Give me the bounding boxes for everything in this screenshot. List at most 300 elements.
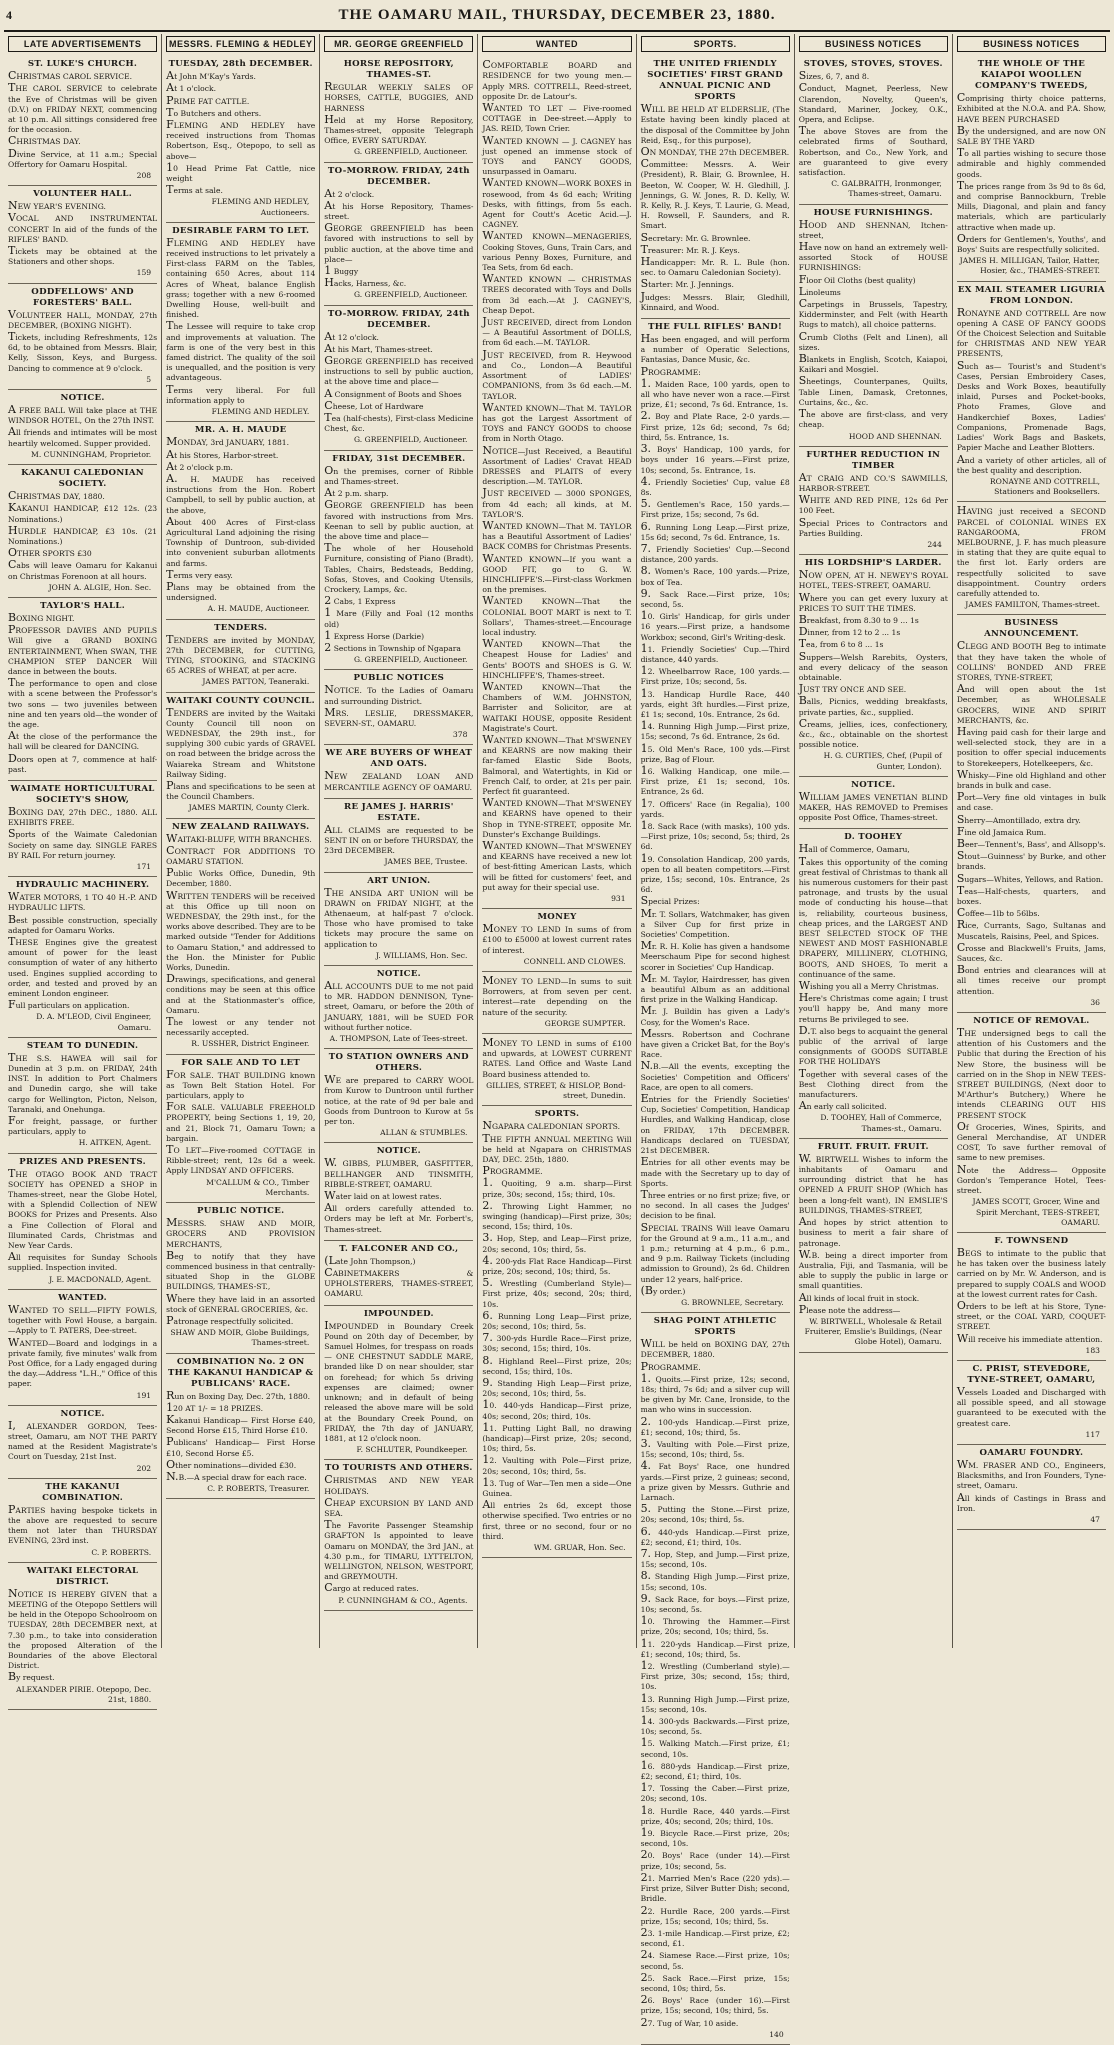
advertisement bbox=[324, 56, 473, 162]
ad-text: 10. Girls' Handicap, for girls under 16 years.—First prize, a handsome Workbox; second, Girl's Writing-desk. bbox=[640, 609, 790, 642]
column-3 bbox=[319, 34, 477, 1648]
ad-title: OAMARU FOUNDRY. bbox=[979, 1447, 1084, 1458]
ad-text: Here's Christmas come again; I trust you'll happy be, And many more returns Be privileged to see. bbox=[798, 991, 948, 1024]
advertisement bbox=[957, 282, 1106, 503]
ad-text: NEW ZEALAND LOAN AND MERCANTILE AGENCY OF OAMARU. bbox=[324, 769, 474, 792]
ad-text: 7. 300-yds Hurdle Race—First prize, 30s; second, 15s; third, 10s. bbox=[482, 1331, 632, 1354]
ad-title: WAITAKI ELECTORAL DISTRICT. bbox=[26, 1565, 139, 1587]
ad-text: Best possible construction, specially adapted for Oamaru Works. bbox=[8, 912, 158, 935]
ad-signature: FLEMING AND HEDLEY, Auctioneers. bbox=[211, 197, 310, 217]
ad-text: 6. Running Long Leap—First prize, 20s; second, 10s; third, 5s. bbox=[482, 1308, 632, 1331]
ad-text: At 2 o'clock. bbox=[324, 186, 375, 200]
advertisement bbox=[8, 284, 157, 390]
ad-text: All entries 2s 6d, except those otherwise specified. Two entries or no first, three or no second, four or no third. bbox=[482, 1498, 632, 1541]
ad-text: JUST RECEIVED, direct from London — A Beautiful Assortment of DOLLS, from 6d each.—M. TAYLOR. bbox=[482, 315, 632, 348]
ad-text: Judges: Messrs. Blair, Gledhill, Kinnaird, and Wood. bbox=[640, 289, 790, 312]
ad-text: Conduct, Magnet, Peerless, New Clarendon, Novelty, Queen's, Standard, Mariner, Jockey, O.K., Opera, and Eclipse. bbox=[798, 81, 948, 125]
ad-text: JUST RECEIVED, from R. Heywood and Co., London—A Beautiful Assortment of LADIES' COMPANIONS, from 3s 6d each.—M. TAYLOR. bbox=[482, 347, 632, 401]
ad-text: GEORGE GREENFIELD has been favored with instructions to sell by public auction, at the above time and place— bbox=[324, 221, 474, 264]
ad-text: ON MONDAY, THE 27th DECEMBER. bbox=[640, 145, 790, 159]
ad-text: Special Prices to Contractors and Parties Building. bbox=[798, 515, 948, 538]
ad-text: Have now on hand an extremely well-assorted Stock of HOUSE FURNISHINGS: bbox=[798, 240, 948, 273]
ad-text: 22. Hurdle Race, 200 yards.—First prize, 15s; second, 10s; third, 5s. bbox=[640, 1903, 790, 1926]
ad-signature: WM. GRUAR, Hon. Sec. bbox=[533, 1543, 626, 1553]
ad-text: On the premises, corner of Ribble and Thames-street. bbox=[324, 463, 474, 486]
ad-signature: C. GALBRAITH, Ironmonger, Thames-street, Oamaru. bbox=[831, 179, 942, 199]
advertisement bbox=[482, 909, 631, 972]
ad-signature: 36 bbox=[1090, 997, 1100, 1007]
ad-text: Please note the address— bbox=[798, 1302, 901, 1316]
advertisement bbox=[324, 1306, 473, 1461]
ad-text: OTHER SPORTS £30 bbox=[8, 546, 92, 560]
advertisement bbox=[482, 972, 631, 1034]
ad-text: Will receive his immediate attention. bbox=[956, 1331, 1103, 1345]
ad-text: MONEY TO LEND In sums of from £100 to £5000 at lowest current rates of interest. bbox=[482, 922, 632, 955]
ad-text: The lowest or any tender not necessarily accepted. bbox=[166, 1015, 316, 1038]
ad-text: 9. Sack Race.—First prize, 10s; second, 5s. bbox=[640, 586, 790, 609]
advertisement bbox=[324, 1049, 473, 1143]
ad-text: WANTED KNOWN—That the Chambers of W.M. JOHNSTON, Barrister and Solicitor, are at WAITAKI HOUSE, opposite Resident Magistrate's Court. bbox=[482, 679, 632, 733]
ad-text: Kakanui Handicap— First Horse £40, Second Horse £15, Third Horse £10. bbox=[166, 1412, 316, 1436]
advertisement bbox=[8, 1479, 157, 1563]
ad-signature: JAMES PATTON, Teaneraki. bbox=[202, 677, 310, 687]
ad-text: 11. Putting Light Ball, no drawing (handicap)—First prize, 20s; second, 10s; third, 5s. bbox=[482, 1420, 632, 1454]
ad-text: WANTED KNOWN—MENAGERIES, Cooking Stoves, Guns, Train Cars, and various Penny Boxes, Furniture, and Tea Sets, from 6d each. bbox=[482, 229, 632, 273]
ad-text: 2. 100-yds Handicap.—First prize, £1; second, 10s; third, 5s. bbox=[640, 1414, 790, 1437]
ad-title: RE JAMES J. HARRIS' ESTATE. bbox=[344, 801, 454, 823]
ad-text: 13. Running High Jump.—First prize, 15s; second, 10s. bbox=[640, 1691, 790, 1714]
ad-title: COMBINATION No. 2 ON THE KAKANUI HANDICAP & PUBLICANS' RACE. bbox=[167, 1356, 314, 1389]
advertisement bbox=[324, 799, 473, 873]
advertisement bbox=[8, 781, 157, 877]
ad-text: Terms very liberal. For full information apply to bbox=[166, 382, 316, 405]
ad-signature: G. GREENFIELD, Auctioneer. bbox=[354, 435, 468, 445]
ad-text: THE OTAGO BOOK AND TRACT SOCIETY has OPENED a SHOP in Thames-street, near the Globe Hotel, with a Splendid Collection of NEW BOOKS for Prizes and Presents. Also a Fine Collection of Floral and Illuminated Cards, Christmas and New Year Cards. bbox=[8, 1166, 158, 1251]
ad-text: W. BIRTWELL Wishes to inform the inhabitants of Oamaru and surrounding district that he has OPENED A FRUIT SHOP (Which has been a long-felt want), IN EMSLIE'S BUILDINGS, THAMES-STREET, bbox=[798, 1151, 948, 1215]
ad-text: Cheese, Lot of Hardware bbox=[324, 398, 424, 412]
ad-title: HOUSE FURNISHINGS. bbox=[813, 207, 933, 218]
ad-text: WILL be held on BOXING DAY, 27th DECEMBER, 1880. bbox=[640, 1337, 790, 1360]
advertisement bbox=[482, 56, 631, 909]
ad-signature: 117 bbox=[1085, 1429, 1100, 1439]
ad-text: At 2 o'clock p.m. bbox=[166, 459, 233, 473]
advertisement bbox=[799, 447, 948, 555]
column-heading: BUSINESS NOTICES bbox=[799, 36, 948, 52]
ad-text: Sugars—Whites, Yellows, and Ration. bbox=[956, 871, 1104, 885]
advertisement bbox=[166, 693, 315, 819]
ad-signature: CONNELL AND CLOWES. bbox=[523, 956, 626, 966]
advertisement bbox=[641, 56, 790, 319]
ad-text: 26. Boys' Race (under 16).—First prize, 15s; second, 10s; third, 5s. bbox=[640, 1993, 790, 2016]
ad-title: C. PRIST, STEVEDORE, TYNE-STREET, OAMARU, bbox=[967, 1363, 1096, 1385]
ad-title: T. FALCONER AND CO., bbox=[339, 1243, 459, 1254]
ad-text: PROGRAMME: bbox=[640, 364, 701, 378]
ad-text: SPECIAL TRAINS Will leave Oamaru for the Ground at 9 a.m., 11 a.m., and 1 p.m.; returning at 4 p.m., 6 p.m., and 9 p.m. Railway Tickets (including admission to Ground), 2s 6d. Children under 12 years, half-price. bbox=[640, 1220, 790, 1284]
ad-text: Run on Boxing Day, Dec. 27th, 1880. bbox=[166, 1388, 311, 1402]
ad-signature: GEORGE SUMPTER. bbox=[544, 1018, 626, 1028]
ad-text: Handicapper: Mr. R. L. Bule (hon. sec. to Oamaru Caledonian Society). bbox=[640, 255, 790, 278]
column-6 bbox=[794, 34, 952, 1648]
advertisement bbox=[8, 186, 157, 283]
ad-text: Tea, from 6 to 8 ... 1s bbox=[798, 637, 884, 651]
advertisement bbox=[957, 1445, 1106, 1530]
ad-text: (Late John Thompson,) bbox=[324, 1253, 416, 1267]
ad-signature: J. E. MACDONALD, Agent. bbox=[49, 1274, 152, 1284]
advertisement bbox=[799, 205, 948, 447]
ad-title: TAYLOR'S HALL. bbox=[40, 600, 125, 611]
ad-text: MRS. LESLIE, DRESSMAKER, SEVERN-ST., OAMARU. bbox=[324, 705, 474, 728]
ad-text: IMPOUNDED in Boundary Creek Pound on 20th day of December, by Samuel Holmes, for trespass on roads — ONE CHESTNUT SADDLE MARE, branded like D on near shoulder, star on forehead; for which 5s driving expenses are claimed; owner unknown; and in default of being released the above mare will be sold at the Boundary Creek Pound, on FRIDAY, the 7th day of JANUARY, 1881, at 12 o'clock noon. bbox=[324, 1318, 474, 1443]
ad-signature: D. TOOHEY, Hall of Commerce, Thames-st., Oamaru. bbox=[820, 1113, 942, 1133]
ad-text: Sports of the Waimate Caledonian Society on same day. SINGLE FARES BY RAIL For return journey. bbox=[8, 827, 158, 860]
ad-text: Drawings, specifications, and general conditions may be seen at this office and at the Stationmaster's office, Oamaru. bbox=[166, 972, 316, 1015]
ad-text: HAVING just received a SECOND PARCEL of COLONIAL WINES EX RANGAROOMA, FROM MELBOURNE, J. F. has much pleasure in stating that they are quite equal to the first lot. Early orders are respectfully solicited to save disappointment. Country orders carefully attended to. bbox=[956, 504, 1106, 598]
ad-text: 18. Sack Race (with masks), 100 yds.—First prize, 10s; second, 5s; third, 2s 6d. bbox=[640, 819, 790, 852]
ad-signature: JAMES FAMILTON, Thames-street. bbox=[965, 600, 1100, 610]
ad-text: Rice, Currants, Sago, Sultanas and Muscatels, Raisins, Peel, and Spices. bbox=[956, 918, 1106, 941]
column-7 bbox=[952, 34, 1110, 1648]
ad-text: Orders to be left at his Store, Tyne-street, or the COAL YARD, COQUET-STREET. bbox=[956, 1298, 1106, 1332]
ad-text: 8. Women's Race, 100 yards.—Prize, box of Tea. bbox=[640, 564, 790, 587]
ad-text: 10 Head Prime Fat Cattle, nice weight bbox=[166, 160, 316, 184]
ad-text: Blankets in English, Scotch, Kaiapoi, Kaikari and Mosgiel. bbox=[798, 352, 948, 375]
ad-title: HIS LORDSHIP'S LARDER. bbox=[804, 558, 942, 569]
ad-signature: C. P. ROBERTS. bbox=[91, 1547, 152, 1557]
ad-text: The prices range from 3s 9d to 8s 6d, and comprise Bannockburn, Treble Mills, Diagonal, and plain and fancy materials, which are particularly attractive when made up. bbox=[956, 178, 1106, 232]
ad-signature: 140 bbox=[769, 2029, 784, 2039]
ad-title: TENDERS. bbox=[214, 622, 268, 633]
ad-signature: ALLAN & STUMBLES. bbox=[380, 1128, 468, 1138]
ad-text: NGAPARA CALEDONIAN SPORTS. bbox=[482, 1119, 621, 1133]
ad-text: WILLIAM JAMES VENETIAN BLIND MAKER, HAS REMOVED to Premises opposite Post Office, Thames-street. bbox=[798, 789, 948, 823]
ad-signature: GILLIES, STREET, & HISLOP, Bond-street, Dunedin. bbox=[486, 1080, 626, 1101]
ad-signature: R. USSHER, District Engineer. bbox=[191, 1039, 310, 1049]
ad-text: 16. 880-yds Handicap.—First prize, £2; second, £1; third, 10s. bbox=[640, 1758, 790, 1782]
ad-text: 2. Throwing Light Hammer, no swinging (handicap)—First prize, 30s; second, 15s; third, 10s. bbox=[482, 1198, 632, 1232]
ad-text: The Favorite Passenger Steamship GRAFTON Is appointed to leave Oamaru on MONDAY, the 3rd JAN., at 4.30 p.m., for TIMARU, LYTTELTON, WELLINGTON, NELSON, WESTPORT, and GREYMOUTH. bbox=[324, 1518, 474, 1582]
ad-text: Tea (half-chests), First-class Medicine Chest, &c. bbox=[324, 411, 474, 434]
ad-text: WANTED KNOWN—If you want a GOOD FIT, go to G. W. HINCHLIFFE'S.—First-class Workmen on the premises. bbox=[482, 551, 632, 595]
ad-text: Bond entries and clearances will at all times receive our prompt attention. bbox=[956, 963, 1106, 996]
advertisement bbox=[799, 555, 948, 777]
ad-signature: F. SCHLUTER, Poundkeeper. bbox=[356, 1445, 468, 1455]
ad-text: THE CAROL SERVICE to celebrate the Eve of Christmas will be given (D.V.) on FRIDAY NEXT, commencing at 10 p.m. All sittings considered free for the occasion. bbox=[8, 81, 158, 135]
advertisement bbox=[482, 1034, 631, 1106]
ad-signature: JAMES BEE, Trustee. bbox=[384, 857, 468, 867]
ad-title: NOTICE. bbox=[60, 393, 105, 404]
ad-text: NOTICE IS HEREBY GIVEN that a MEETING of the Otepopo Settlers will be held in the Otepopo Schoolroom on TUESDAY, 28th DECEMBER next, at 7.30 p.m., to take into consideration the proposed Alteration of the Boundaries of the above Electoral District. bbox=[8, 1586, 158, 1671]
ad-text: 2 Cabs, 1 Express bbox=[324, 594, 396, 608]
ad-text: Vessels Loaded and Discharged with all possible speed, and all stowage guaranteed to be executed with the greatest care. bbox=[956, 1384, 1106, 1428]
ad-text: CHRISTMAS DAY, 1880. bbox=[8, 489, 105, 503]
ad-signature: 171 bbox=[136, 861, 152, 871]
ad-text: HURDLE HANDICAP, £3 10s. (21 Nominations.) bbox=[8, 523, 158, 546]
advertisement bbox=[641, 319, 790, 1313]
ad-text: 1. Maiden Race, 100 yards, open to all who have never won a race.—First prize, £1; second, 7s 6d. Entrance, 1s. bbox=[640, 376, 790, 410]
column-5 bbox=[636, 34, 794, 2039]
ad-text: NEW YEAR'S EVENING. bbox=[8, 199, 106, 213]
ad-text: 19. Bicycle Race.—First prize, 20s; second, 10s. bbox=[640, 1826, 790, 1849]
ad-text: WANTED KNOWN — CHRISTMAS TREES decorated with Toys and Dolls from 3d each.—At J. CAGNEY'S, Cheap Depot. bbox=[482, 272, 632, 315]
ad-text: Hall of Commerce, Oamaru, bbox=[798, 842, 910, 856]
ad-signature: A. THOMPSON, Late of Tees-street. bbox=[329, 1034, 468, 1044]
ad-signature: SHAW AND MOIR, Globe Buildings, Thames-street. bbox=[170, 1328, 310, 1348]
ad-text: 7. Hop, Step, and Jump.—First prize, 15s; second, 10s. bbox=[640, 1547, 790, 1570]
ad-text: Crosse and Blackwell's Fruits, Jams, Sauces, &c. bbox=[956, 940, 1106, 964]
ad-text: Suppers—Welsh Rarebits, Oysters, and every delicacy of the season obtainable. bbox=[798, 649, 948, 682]
ad-signature: 5 bbox=[146, 374, 152, 384]
ad-text: 120 AT 1/- = 18 PRIZES. bbox=[166, 1400, 263, 1414]
advertisement bbox=[8, 1038, 157, 1154]
ad-signature: 931 bbox=[611, 894, 626, 904]
ad-text: D.T. also begs to acquaint the general public of the arrival of large consignments of GOODS SUITABLE FOR THE HOLIDAYS bbox=[798, 1023, 948, 1067]
advertisement bbox=[324, 306, 473, 451]
advertisement bbox=[166, 56, 315, 223]
advertisement bbox=[8, 1563, 157, 1710]
ad-text: 5. Wrestling (Cumberland Style)—First prize, 40s; second, 20s; third, 10s. bbox=[482, 1276, 632, 1309]
ad-title: HORSE REPOSITORY, THAMES-ST. bbox=[343, 59, 454, 81]
ad-text: WANTED KNOWN—That M'SWENEY and KEARNS are now making their far-famed Elastic Side Boots, Balmoral, and Watertights, in Kid or French Calf, to order, at 21s per pair. Perfect fit guaranteed. bbox=[482, 733, 632, 797]
ad-text: FOR SALE. THAT BUILDING known as Town Belt Station Hotel. For particulars, apply to bbox=[166, 1067, 316, 1101]
ad-text: WANTED KNOWN—That M'SWENEY and KEARNS have received a new lot of best-fitting American Lasts, which will be fitted for customers' feet, and put away for their special use. bbox=[482, 839, 632, 892]
ad-text: Takes this opportunity of the coming great festival of Christmas to thank all his numerous customers for their past patronage, and trusts by the usual mode of conducting his house—that is, reliability, courteous business, cheap prices, and the LARGEST AND BEST SELECTED STOCK OF THE NEWEST AND MOST FASHIONABLE DRAPERY, MILLINERY, CLOTHING, BOOTS, AND SHOES, To merit a continuance of the same. bbox=[798, 854, 948, 979]
ad-title: WAITAKI COUNTY COUNCIL. bbox=[166, 695, 315, 706]
ad-text: Breakfast, from 8.30 to 9 ... 1s bbox=[798, 612, 919, 626]
column-1 bbox=[4, 34, 161, 1704]
ad-text: Dinner, from 12 to 2 ... 1s bbox=[798, 625, 901, 639]
ad-text: RONAYNE AND COTTRELL Are now opening A CASE OF FANCY GOODS Of the Choicest Selection and Suitable for CHRISTMAS AND NEW YEAR PRESENTS, bbox=[956, 305, 1106, 359]
ad-text: CHRISTMAS AND NEW YEAR HOLIDAYS. bbox=[324, 1473, 474, 1496]
ad-text: ALL CLAIMS are requested to be SENT IN on or before THURSDAY, the 23rd DECEMBER. bbox=[324, 822, 474, 856]
advertisement bbox=[957, 615, 1106, 1013]
ad-text: Full particulars on application. bbox=[8, 998, 130, 1012]
ad-text: 18. Hurdle Race, 440 yards.—First prize, 40s; second, 20s; third, 10s. bbox=[640, 1803, 790, 1826]
ad-signature: J. WILLIAMS, Hon. Sec. bbox=[375, 950, 468, 960]
ad-signature: M'CALLUM & CO., Timber Merchants. bbox=[206, 1177, 310, 1197]
ad-text: To Butchers and others. bbox=[166, 105, 262, 119]
ad-text: PROGRAMME. bbox=[482, 1164, 543, 1178]
ad-text: WANTED—Board and lodgings in a private family, five minutes' walk from Post Office, for a Lady engaged during the day.—Address "L.H.," Office of this paper. bbox=[8, 1335, 158, 1389]
ad-title: TUESDAY, 28th DECEMBER. bbox=[168, 59, 313, 70]
ad-text: Mr. J. Buildin has given a Lady's Cosy, for the Women's Race. bbox=[640, 1004, 790, 1027]
ad-text: 15. Walking Match.—First prize, £1; second, 10s. bbox=[640, 1736, 790, 1759]
ad-title: D. TOOHEY bbox=[844, 832, 903, 843]
ad-title: NOTICE. bbox=[376, 1146, 421, 1157]
ad-text: Port—Very fine old vintages in bulk and case. bbox=[956, 790, 1106, 813]
ad-text: (By order.) bbox=[640, 1283, 686, 1297]
ad-title: PUBLIC NOTICE. bbox=[196, 1206, 285, 1217]
ad-text: Floor Oil Cloths (best quality) bbox=[798, 272, 916, 286]
ad-text: TENDERS are invited by MONDAY, 27th DECEMBER, for CUTTING, TYING, STOOKING, and STACKING 65 ACRES of WHEAT, at per acre. bbox=[166, 632, 316, 676]
ad-text: At John M'Kay's Yards. bbox=[166, 69, 256, 83]
ad-text: Held at my Horse Repository, Thames-street, opposite Telegraph Office, EVERY SATURDAY. bbox=[324, 112, 474, 146]
ad-text: By request. bbox=[8, 1670, 55, 1684]
ad-text: Water laid on at lowest rates. bbox=[324, 1189, 442, 1203]
advertisement bbox=[324, 1143, 473, 1240]
ad-text: MESSRS. SHAW AND MOIR, GROCERS AND PROVISION MERCHANTS, bbox=[166, 1216, 316, 1249]
ad-text: WANTED KNOWN — J. CAGNEY has just opened an immense stock of TOYS and FANCY GOODS, unsurpassed in Oamaru. bbox=[482, 133, 632, 177]
ad-title: FRIDAY, 31st DECEMBER. bbox=[332, 453, 466, 464]
ad-title: EX MAIL STEAMER LIGURIA FROM LONDON. bbox=[957, 284, 1105, 306]
ad-title: NEW ZEALAND RAILWAYS. bbox=[171, 821, 310, 832]
ad-text: WANTED KNOWN—That M. TAYLOR has a Beautiful Assortment of Ladies' BACK COMBS for Christmas Presents. bbox=[482, 518, 632, 552]
advertisement bbox=[8, 465, 157, 598]
ad-text: Having paid cash for their large and well-selected stock, they are in a position to offer special inducements to Storekeepers, Hotelkeepers, &c. bbox=[956, 724, 1106, 768]
ad-signature: 183 bbox=[1085, 1345, 1100, 1355]
ad-title: WE ARE BUYERS OF WHEAT AND OATS. bbox=[325, 748, 473, 770]
ad-text: 9. Standing High Leap—First prize, 20s; second, 10s; third, 5s. bbox=[482, 1375, 632, 1399]
ad-text: 17. Tossing the Caber.—First prize, 20s; second, 10s. bbox=[640, 1781, 790, 1804]
ad-text: At 1 o'clock. bbox=[166, 81, 216, 95]
ad-text: All kinds of local fruit in stock. bbox=[798, 1290, 920, 1304]
ad-text: 1. Quoits.—First prize, 12s; second, 18s; third, 7s 6d; and a silver cup will be given by Mr. Cane, Ironside, to the man who wins in succession. bbox=[640, 1371, 790, 1415]
ad-text: Other nominations—divided £30. bbox=[166, 1457, 297, 1471]
ad-text: BOXING NIGHT. bbox=[8, 610, 75, 624]
column-heading: MR. GEORGE GREENFIELD bbox=[324, 36, 473, 52]
ad-text: CHRISTMAS DAY. bbox=[8, 134, 81, 148]
ad-text: Sherry—Amontillado, extra dry. bbox=[956, 812, 1081, 826]
ad-text: THE S.S. HAWEA will sail for Dunedin at 3 p.m. on FRIDAY, 24th INST. In addition to Port Chalmers and Dunedin cargo, she will take cargo for Wellington, Picton, Nelson, Taranaki, and Onehunga. bbox=[8, 1050, 158, 1114]
ad-text: WANTED KNOWN—That the Cheapest House for Ladies' and Gents' BOOTS and SHOES is G. W. HINCHLIFFE'S, Thames-street. bbox=[482, 637, 632, 680]
ad-text: Three entries or no first prize; five, or no second. In all cases the Judges' decision to be final. bbox=[640, 1187, 790, 1221]
ad-text: Balls, Picnics, wedding breakfasts, private parties, &c., supplied. bbox=[798, 694, 948, 717]
ad-text: VOCAL AND INSTRUMENTAL CONCERT In aid of the funds of the RIFLES' BAND. bbox=[8, 211, 158, 244]
ad-text: 10. 440-yds Handicap—First prize, 40s; second, 20s; third, 10s. bbox=[482, 1398, 632, 1421]
ad-text: Note the Address— Opposite Gordon's Temperance Hotel, Tees-street. bbox=[956, 1162, 1106, 1196]
ad-text: WM. FRASER AND CO., Engineers, Blacksmiths, and Iron Founders, Tyne-street, Oamaru. bbox=[956, 1457, 1106, 1491]
ad-text: At 12 o'clock. bbox=[324, 329, 379, 343]
ad-text: CHEAP EXCURSION BY LAND AND SEA. bbox=[324, 1495, 474, 1518]
ad-text: The Lessee will require to take crop and improvements at valuation. The farm is one of the very best in this famed district. The quality of the soil is unequalled, and the position is very advantageous. bbox=[166, 319, 316, 383]
ad-signature: JAMES H. MILLIGAN, Tailor, Hatter, Hosier, &c., THAMES-STREET. bbox=[959, 256, 1100, 276]
ad-signature: FLEMING AND HEDLEY. bbox=[211, 407, 310, 417]
ad-title: ODDFELLOWS' AND FORESTERS' BALL. bbox=[31, 286, 134, 308]
ad-title: FURTHER REDUCTION IN TIMBER bbox=[806, 449, 941, 471]
ad-text: N.B.—A special draw for each race. bbox=[166, 1469, 307, 1483]
ad-signature: G. GREENFIELD, Auctioneer. bbox=[354, 290, 468, 300]
ad-text: W.B. being a direct importer from Australia, Fiji, and Tasmania, will be able to supply the public in large or small quantities. bbox=[798, 1247, 948, 1291]
ad-text: Coffee—1lb to 56lbs. bbox=[956, 906, 1040, 920]
ad-text: 2. Boy and Plate Race, 2-0 yards.—First prize, 12s 6d; second, 7s 6d; third, 5s. Entrance, 1s. bbox=[640, 409, 790, 442]
ad-signature: 191 bbox=[136, 1390, 152, 1400]
ad-text: GEORGE GREENFIELD has been favored with instructions from Mrs. Keenan to sell by public auction, at the above time and place— bbox=[324, 498, 474, 541]
advertisement bbox=[166, 1354, 315, 1500]
ad-text: PRIME FAT CATTLE. bbox=[166, 93, 250, 107]
advertisement bbox=[324, 451, 473, 671]
advertisement bbox=[8, 598, 157, 781]
advertisement bbox=[8, 1154, 157, 1290]
ad-text: Creams, jellies, ices, confectionery, &c., &c., obtainable on the shortest possible notice. bbox=[798, 716, 948, 750]
ad-text: Secretary: Mr. G. Brownlee. bbox=[640, 230, 751, 244]
ad-text: The performance to open and close with a scene between the Professor's two sons — two juveniles between nine and ten years old—the wonder of the age. bbox=[8, 676, 158, 729]
ad-text: Carpetings in Brussels, Tapestry, Kidderminster, and Felt (with Hearth Rugs to match), all choice patterns. bbox=[798, 297, 948, 330]
ad-text: And will open about the 1st December, as WHOLESALE GROCERS, WINE AND SPIRIT MERCHANTS, &c. bbox=[956, 682, 1106, 725]
ad-text: 9. Sack Race, for boys.—First prize, 10s; second, 5s. bbox=[640, 1591, 790, 1615]
ad-text: Messrs. Robertson and Cochrane have given a Cricket Bat, for the Boy's Race. bbox=[640, 1026, 790, 1060]
ad-signature: HOOD AND SHENNAN. bbox=[848, 431, 942, 441]
ad-text: 12. Vaulting with Pole—First prize, 20s; second, 10s; third, 5s. bbox=[482, 1453, 632, 1476]
ad-text: Plans may be obtained from the undersigned. bbox=[166, 579, 316, 603]
ad-text: Divine Service, at 11 a.m.; Special Offertory for Oamaru Hospital. bbox=[8, 146, 158, 169]
ad-text: MONEY TO LEND in sums of £100 and upwards, at LOWEST CURRENT RATES. Land Office and Waste Land Board business attended to. bbox=[482, 1036, 632, 1079]
ad-title: THE UNITED FRIENDLY SOCIETIES' FIRST GRAND ANNUAL PICNIC AND SPORTS bbox=[647, 59, 784, 103]
ad-text: HOOD AND SHENNAN, Itchen-street, bbox=[798, 217, 948, 240]
ad-text: TENDERS are invited by the Waitaki County Council till noon on WEDNESDAY, the 29th inst., for supplying 300 cubic yards of GRAVEL on road between the bridge across the Waiareka Stream and Whitstone Railway Siding. bbox=[166, 705, 316, 779]
ad-title: TO-MORROW. FRIDAY, 24th DECEMBER. bbox=[327, 308, 470, 330]
ad-text: BEGS to intimate to the public that he has taken over the business lately carried on by Mr. W. Anderson, and is prepared to supply COALS and WOOD at the lowest current rates for Cash. bbox=[956, 1245, 1106, 1299]
ad-text: THESE Engines give the greatest amount of power for the least consumption of water of any hitherto used. Engines supplied according to order, and tested and proved by an eminent London engineer. bbox=[8, 935, 158, 999]
ad-title: THE FULL RIFLES' BAND! bbox=[648, 322, 783, 333]
ad-text: CONTRACT FOR ADDITIONS TO OAMARU STATION. bbox=[166, 843, 316, 866]
ad-title: PRIZES AND PRESENTS. bbox=[19, 1156, 146, 1167]
ad-title: HYDRAULIC MACHINERY. bbox=[15, 880, 150, 891]
advertisement bbox=[166, 223, 315, 422]
ad-text: Treasurer: Mr. R. J. Keys. bbox=[640, 242, 740, 256]
ad-signature: 378 bbox=[452, 730, 468, 740]
ad-text: 1 Mare (Filly and Foal (12 months old) bbox=[324, 606, 474, 629]
ad-text: Together with several cases of the Best Clothing direct from the manufacturers. bbox=[798, 1066, 948, 1100]
ad-text: Fine old Jamaica Rum. bbox=[956, 824, 1047, 838]
ad-text: ALL ACCOUNTS DUE to me not paid to MR. HADDON DENNISON, Tyne-street, Oamaru, or before the 20th of JANUARY, 1881, will be SUED FOR without further notice. bbox=[324, 979, 474, 1032]
advertisement bbox=[799, 777, 948, 830]
advertisement bbox=[482, 1106, 631, 1558]
column-heading: MESSRS. FLEMING & HEDLEY bbox=[166, 36, 315, 52]
advertisement bbox=[166, 1203, 315, 1353]
ad-text: 3. Vaulting with Pole.—First prize, 15s; second, 10s; third, 5s. bbox=[640, 1436, 790, 1460]
ad-signature: 159 bbox=[136, 268, 152, 278]
ad-text: All friends and intimates will be most heartily welcomed. Supper provided. bbox=[8, 425, 158, 448]
ad-text: Where they have laid in an assorted stock of GENERAL GROCERIES, &c. bbox=[166, 1291, 316, 1314]
ad-text: 5. Putting the Stone.—First prize, 20s; second, 10s; third, 5s. bbox=[640, 1502, 790, 1525]
ad-text: At 2 p.m. sharp. bbox=[324, 486, 389, 500]
ad-text: Linoleums bbox=[798, 284, 841, 298]
ad-text: N.B.—All the events, excepting the Societies' Competition and Officers' Race, are open to all comers. bbox=[640, 1059, 790, 1092]
ad-text: 7. Friendly Societies' Cup.—Second distance, 200 yards. bbox=[640, 541, 790, 565]
advertisement bbox=[324, 1460, 473, 1610]
ad-text: THE ANSIDA ART UNION will be DRAWN on FRIDAY NIGHT, at the Athenaeum, at half-past 7 o'clock. Those who have promised to take tickets may procure the same on application to bbox=[324, 885, 474, 949]
ad-signature: P. CUNNINGHAM & CO., Agents. bbox=[338, 1595, 468, 1605]
ad-text: PARTIES having bespoke tickets in the above are requested to secure them not later than THURSDAY EVENING, 23rd inst. bbox=[8, 1502, 158, 1546]
ad-signature: 244 bbox=[927, 539, 942, 549]
ad-signature: ALEXANDER PIRIE. Otepopo, Dec. 21st, 1880. bbox=[16, 1684, 152, 1704]
ad-text: 14. 300-yds Backwards.—First prize, 10s; second, 5s. bbox=[640, 1714, 790, 1737]
ad-title: BUSINESS ANNOUNCEMENT. bbox=[984, 618, 1079, 640]
ad-text: FLEMING AND HEDLEY have received instructions to let privately a First-class FARM on the Tables, containing 650 Acres, about 114 Acres of Wheat, balance English grass; together with a new 6-roomed Dwelling House, well-built and finished. bbox=[166, 235, 316, 320]
ad-title: TO TOURISTS AND OTHERS. bbox=[325, 1463, 473, 1474]
ad-text: 16. Walking Handicap, one mile.—First prize, £1 1s; second, 10s. Entrance, 2s 6d. bbox=[640, 763, 790, 797]
ad-text: Where you can get every luxury at PRICES TO SUIT THE TIMES. bbox=[798, 590, 948, 613]
ad-text: 13. Handicap Hurdle Race, 440 yards, eight 3ft hurdles.—First prize, £1 1s; second, 10s. Entrance, 2s 6d. bbox=[640, 686, 790, 719]
ad-title: IMPOUNDED. bbox=[363, 1308, 434, 1319]
ad-text: A. H. MAUDE has received instructions from the Hon. Robert Campbell, to sell by public auction, at the above, bbox=[166, 471, 316, 515]
ad-text: About 400 Acres of First-class Agricultural Land adjoining the rising Township of Duntroon, sub-divided into convenient suburban allotments and farms. bbox=[166, 514, 316, 568]
ad-text: 6. Running Long Leap.—First prize, 15s 6d; second, 7s 6d. Entrance, 1s. bbox=[640, 519, 790, 542]
ad-text: GEORGE GREENFIELD has received instructions to sell by public auction, at the above time and place— bbox=[324, 354, 474, 387]
ad-signature: JAMES MARTIN, County Clerk. bbox=[188, 803, 310, 813]
ad-title: PUBLIC NOTICES bbox=[353, 673, 445, 684]
ad-text: Doors open at 7, commence at half-past. bbox=[8, 751, 158, 774]
ad-title: STOVES, STOVES, STOVES. bbox=[803, 59, 943, 70]
ad-text: Special Prizes: bbox=[640, 894, 700, 908]
ad-text: 25. Sack Race.—First prize, 15s; second, 10s; third, 5s. bbox=[640, 1970, 790, 1993]
column-heading: LATE ADVERTISEMENTS bbox=[8, 36, 157, 52]
ad-text: Stout—Guinness' by Burke, and other brands. bbox=[956, 849, 1106, 872]
advertisement bbox=[8, 1290, 157, 1406]
ad-text: 3. Hop, Step, and Leap—First prize, 20s; second, 10s; third, 5s. bbox=[482, 1231, 632, 1254]
advertisement bbox=[8, 56, 157, 186]
ad-text: All orders carefully attended to. Orders may be left at Mr. Forbert's, Thames-street. bbox=[324, 1201, 474, 1234]
advertisement bbox=[799, 829, 948, 1138]
